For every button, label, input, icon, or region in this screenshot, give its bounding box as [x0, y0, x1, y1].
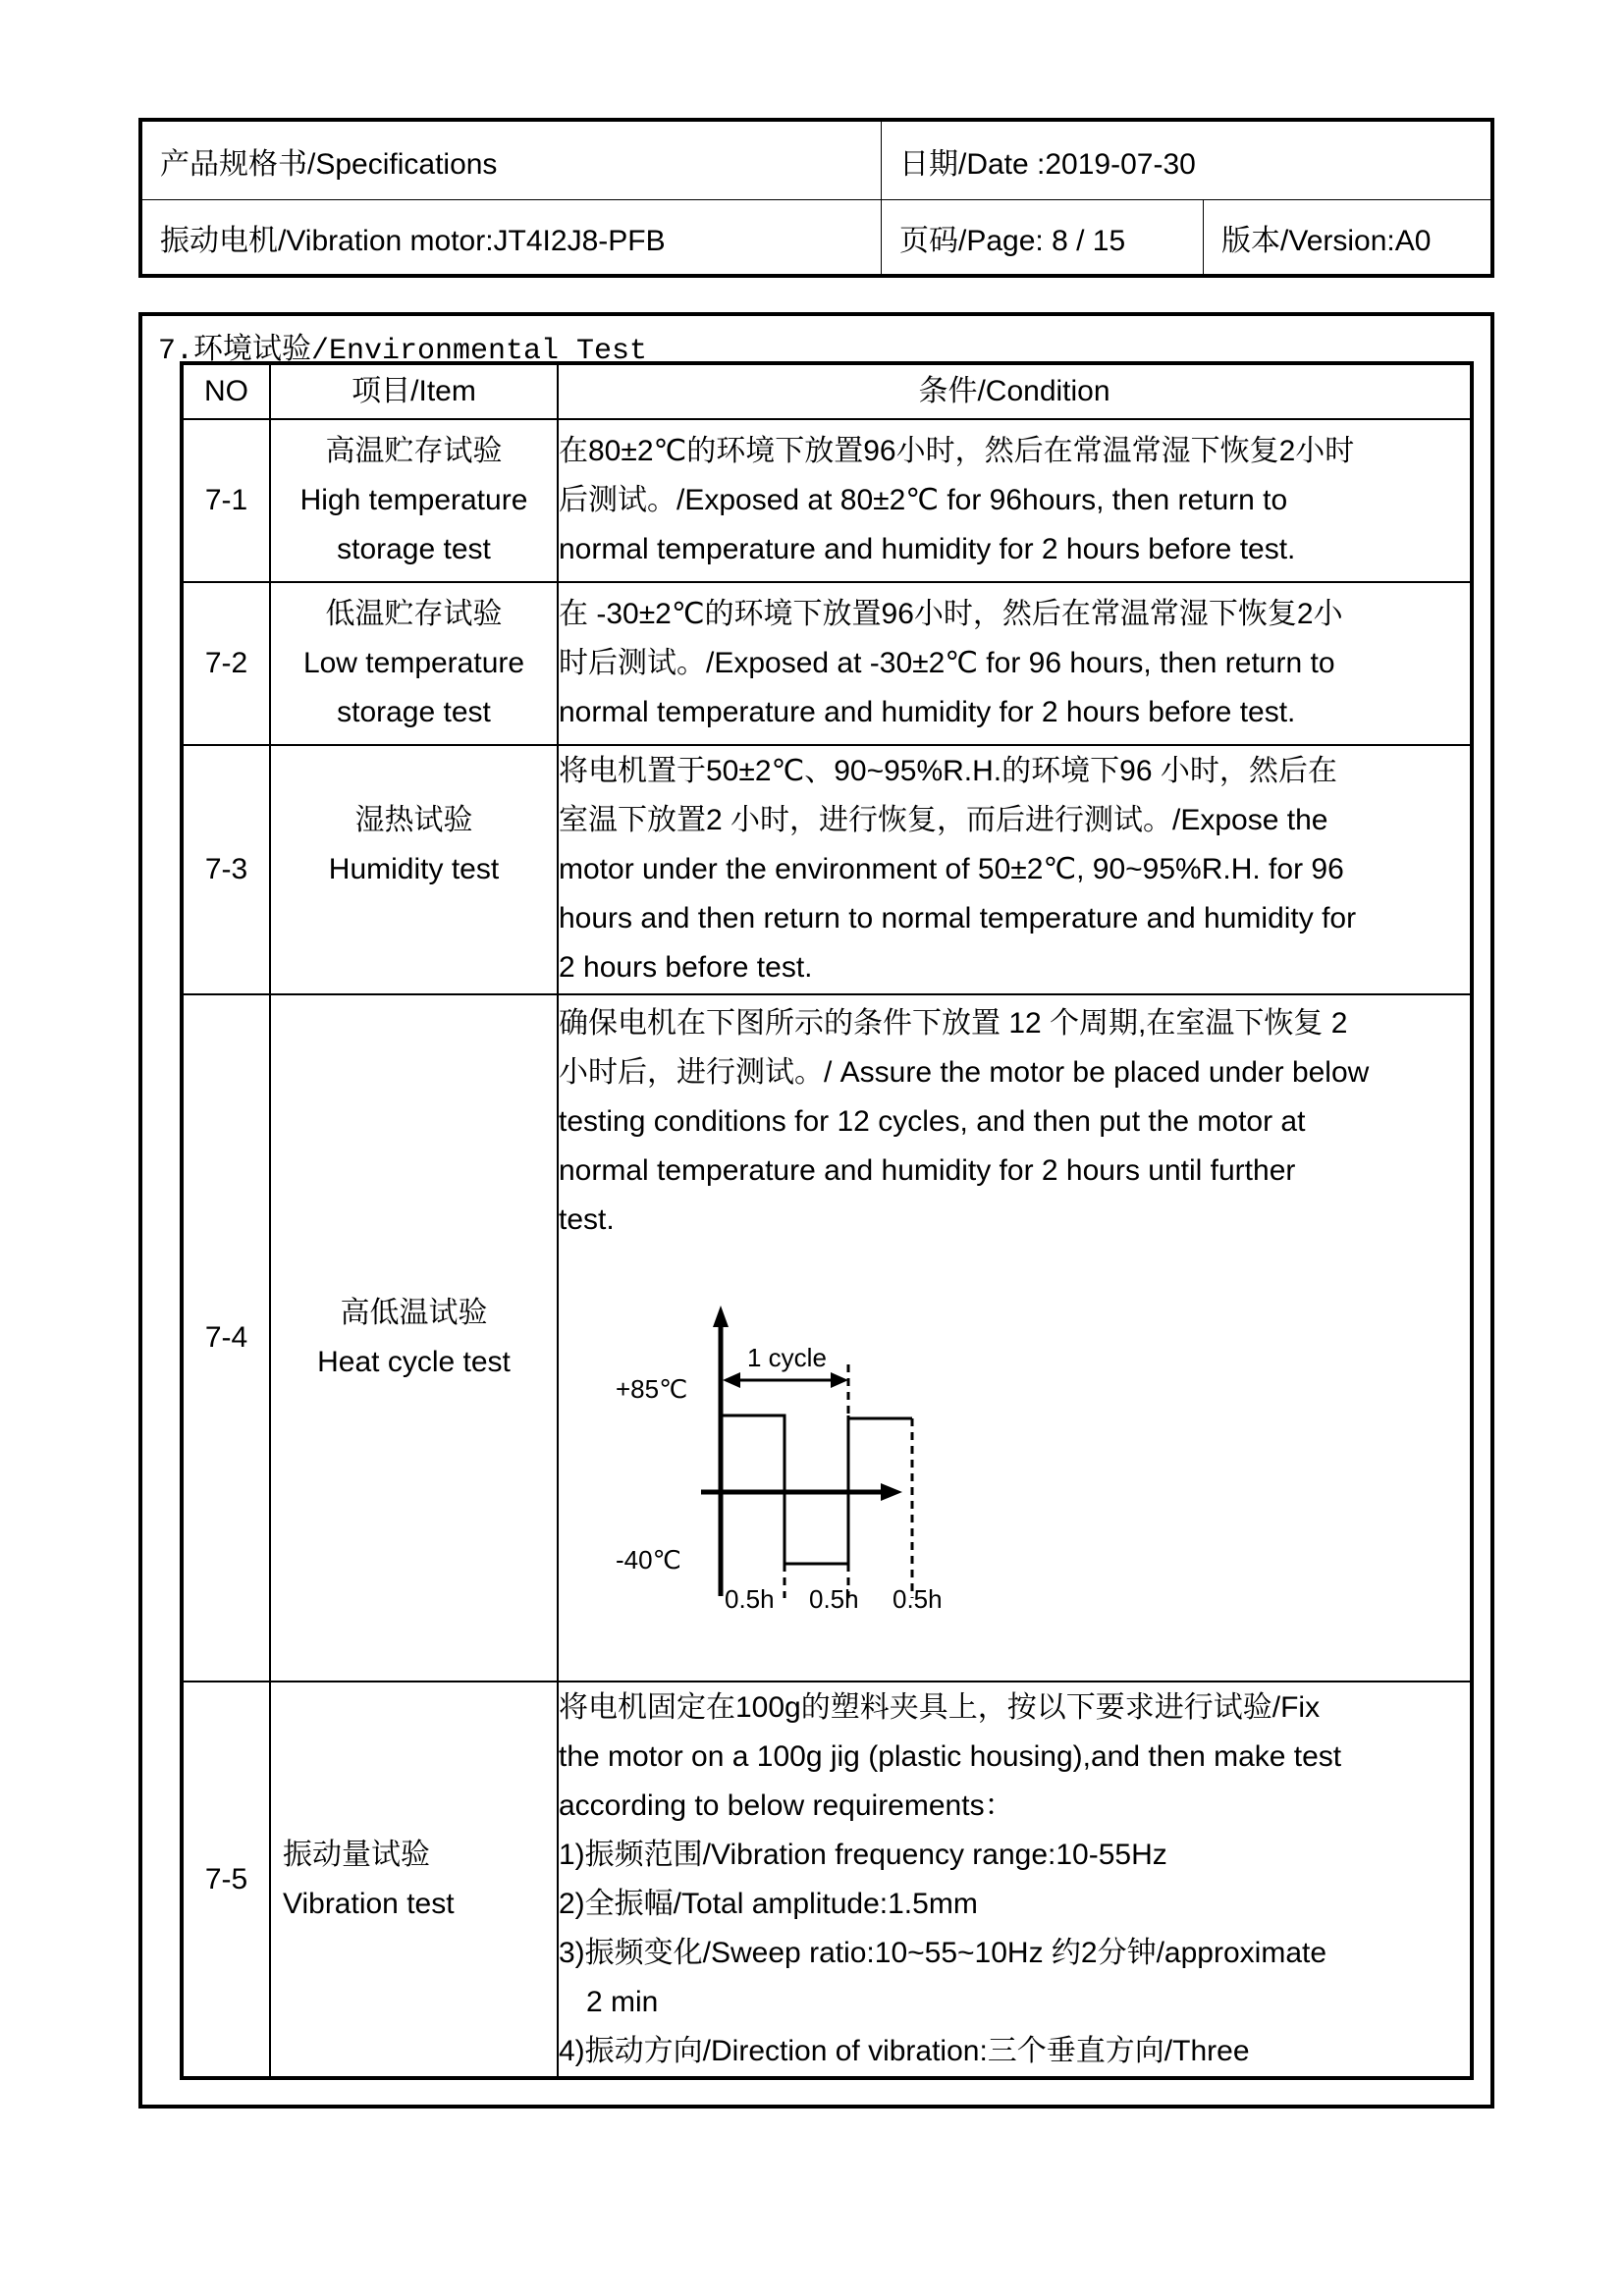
cycle-label: 1 cycle	[747, 1343, 827, 1372]
row-number: 7-3	[182, 745, 270, 994]
table-row	[182, 582, 1472, 745]
segment-label: 0.5h	[893, 1584, 943, 1614]
condition-line: normal temperature and humidity for 2 hours before test.	[559, 696, 1296, 728]
item-name-cn: 振动量试验	[283, 1838, 430, 1871]
table-row	[182, 745, 1472, 994]
row-item	[270, 1682, 558, 2078]
column-header-condition: 条件/Condition	[558, 363, 1472, 419]
row-item	[270, 419, 558, 582]
low-temp-label: -40℃	[616, 1545, 681, 1575]
table-header-row	[182, 363, 1472, 419]
header-row-1	[142, 122, 1490, 200]
condition-line: 小时后，进行测试。/ Assure the motor be placed under below	[559, 1056, 1370, 1089]
section-title: 7.环境试验/Environmental Test	[158, 335, 648, 368]
condition-line: according to below requirements：	[559, 1789, 1014, 1822]
cycle-arrow-right-icon	[831, 1372, 848, 1388]
row-number: 7-5	[182, 1682, 270, 2078]
condition-line: 在80±2℃的环境下放置96小时，然后在常温常湿下恢复2小时	[559, 435, 1355, 467]
condition-line: testing conditions for 12 cycles, and then put the motor at	[559, 1105, 1306, 1138]
condition-line: the motor on a 100g jig (plastic housing),and then make test	[559, 1739, 1342, 1773]
y-axis-arrow-icon	[713, 1306, 729, 1327]
requirement-item: 3)振频变化/Sweep ratio:10~55~10Hz 约2分钟/approximate	[559, 1936, 1327, 1969]
document-header	[138, 118, 1494, 278]
item-name-cn: 高温贮存试验	[325, 435, 503, 467]
date-field: 日期/Date :2019-07-30	[899, 147, 1196, 181]
item-name-cn: 湿热试验	[354, 804, 473, 836]
condition-line: normal temperature and humidity for 2 hours before test.	[559, 533, 1296, 565]
requirement-item: 1)振频范围/Vibration frequency range:10-55Hz	[559, 1838, 1167, 1871]
item-name-en: storage test	[337, 533, 491, 565]
requirement-item-continued: 2 min	[586, 1985, 659, 2018]
cycle-arrow-left-icon	[723, 1372, 740, 1388]
row-item	[270, 994, 558, 1682]
condition-line: 确保电机在下图所示的条件下放置 12 个周期,在室温下恢复 2	[559, 1007, 1348, 1040]
condition-line: hours and then return to normal temperature and humidity for	[559, 902, 1357, 934]
heat-cycle-diagram	[559, 1245, 1470, 1637]
condition-line: 室温下放置2 小时，进行恢复，而后进行测试。/Expose the	[559, 804, 1328, 836]
spec-title: 产品规格书/Specifications	[142, 122, 882, 199]
environmental-test-section	[138, 312, 1494, 2109]
item-name-en: Humidity test	[328, 853, 500, 885]
product-name: 振动电机/Vibration motor:JT4I2J8-PFB	[142, 200, 882, 274]
segment-label: 0.5h	[725, 1584, 775, 1614]
requirement-item: 4)振动方向/Direction of vibration:三个垂直方向/Three	[559, 2034, 1250, 2067]
header-row-2	[142, 200, 1490, 274]
high-temp-label: +85℃	[616, 1374, 688, 1404]
row-item	[270, 582, 558, 745]
item-name-en: storage test	[337, 696, 491, 728]
x-axis-arrow-icon	[881, 1483, 902, 1501]
row-condition	[558, 582, 1472, 745]
table-row	[182, 419, 1472, 582]
item-name-en: High temperature	[299, 484, 528, 516]
row-number: 7-4	[182, 994, 270, 1682]
column-header-no: NO	[182, 363, 270, 419]
condition-line: 后测试。/Exposed at 80±2℃ for 96hours, then return to	[559, 484, 1288, 516]
row-condition	[558, 419, 1472, 582]
row-condition	[558, 1682, 1472, 2078]
version-field: 版本/Version:A0	[1221, 224, 1432, 257]
condition-line: 将电机置于50±2℃、90~95%R.H.的环境下96 小时，然后在	[559, 755, 1337, 787]
column-header-item: 项目/Item	[270, 363, 558, 419]
condition-line: 2 hours before test.	[559, 951, 813, 984]
requirement-item: 2)全振幅/Total amplitude:1.5mm	[559, 1887, 978, 1920]
environmental-test-table	[180, 361, 1474, 2080]
row-condition	[558, 745, 1472, 994]
row-condition	[558, 994, 1472, 1682]
condition-line: 时后测试。/Exposed at -30±2℃ for 96 hours, then return to	[559, 647, 1335, 679]
segment-label: 0.5h	[809, 1584, 859, 1614]
condition-line: 在 -30±2℃的环境下放置96小时，然后在常温常湿下恢复2小	[559, 598, 1343, 630]
page-number: 页码/Page: 8 / 15	[882, 200, 1204, 274]
condition-line: test.	[559, 1203, 615, 1236]
heat-cycle-svg	[588, 1304, 1020, 1628]
condition-line: motor under the environment of 50±2℃, 90~95%R.H. for 96	[559, 853, 1344, 885]
item-name-cn: 高低温试验	[340, 1297, 488, 1329]
condition-line: 将电机固定在100g的塑料夹具上，按以下要求进行试验/Fix	[559, 1690, 1321, 1724]
table-row	[182, 994, 1472, 1682]
row-number: 7-2	[182, 582, 270, 745]
row-item	[270, 745, 558, 994]
item-name-en: Low temperature	[302, 647, 525, 679]
item-name-cn: 低温贮存试验	[325, 598, 503, 630]
row-number: 7-1	[182, 419, 270, 582]
table-row	[182, 1682, 1472, 2078]
condition-line: normal temperature and humidity for 2 hours until further	[559, 1154, 1296, 1187]
item-name-en: Heat cycle test	[317, 1346, 511, 1378]
item-name-en: Vibration test	[283, 1887, 455, 1920]
